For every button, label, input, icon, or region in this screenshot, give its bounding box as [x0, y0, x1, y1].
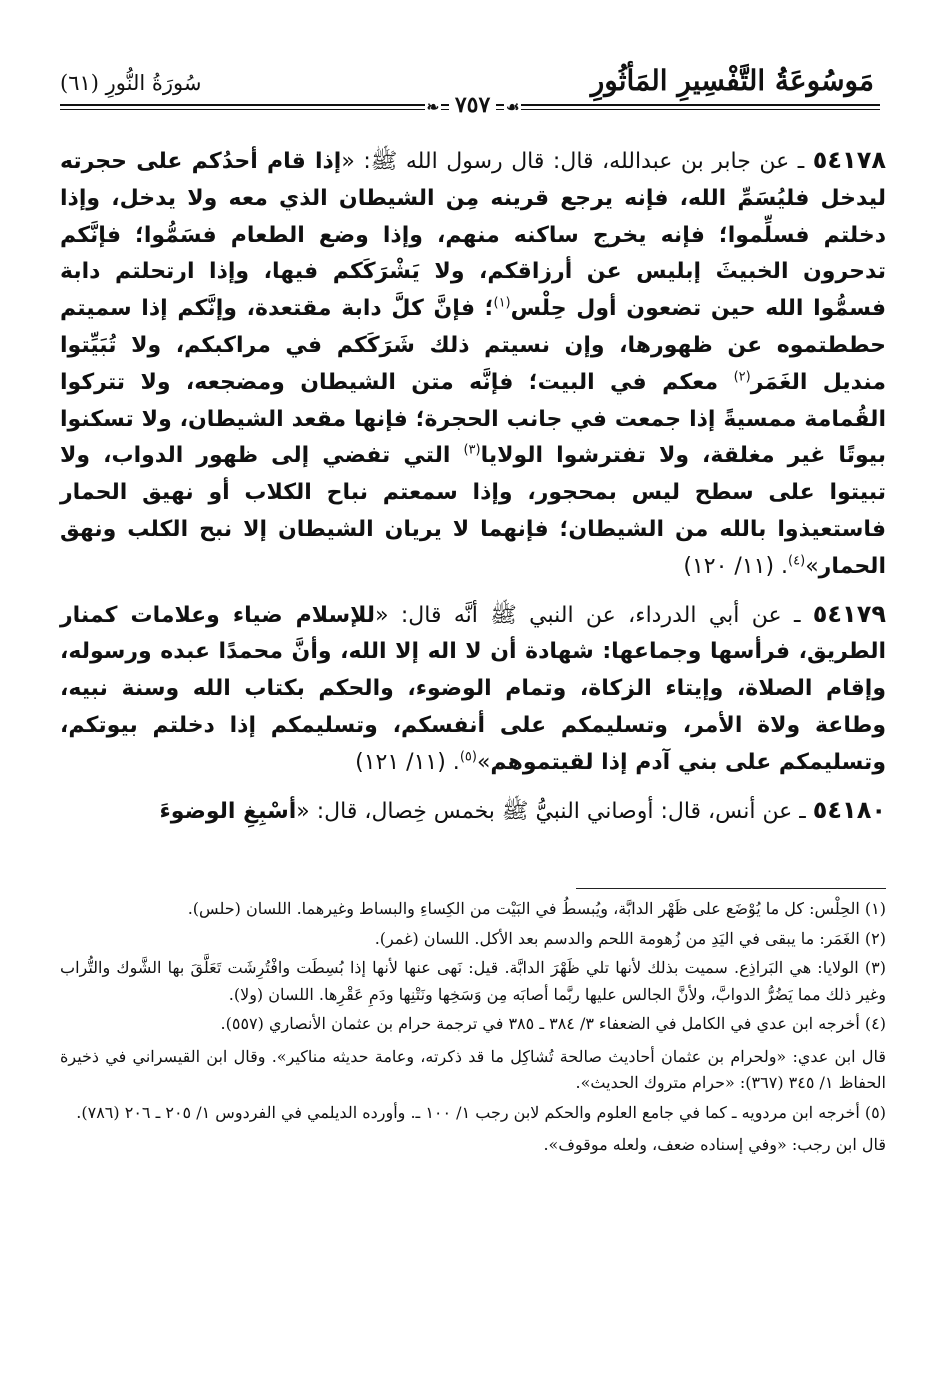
hadith-matn: إذا قام أحدُكم على حجرته ليدخل فليُسَمِّ الله، فإنه يرجع قرينه مِن الشيطان الذي معه ولا يدخل، وإذا دخلتم فسلِّموا؛ فإنه يخرج ساكنه منهم، وإذا وضع الطعام فسَمُّوا؛ فإنَّكم تدحرون الخبيثَ إبليس عن أرزاقكم، ولا يَشْرَكَكم فيها، وإذا ارتحلتم دابة فسمُّوا الله حين تضعون أول حِلْس: [60, 149, 886, 322]
footnote-2: (٢) الغَمَر: ما يبقى في اليَدِ من زُهومة اللحم والدسم بعد الأكل. اللسان (غمر).: [374, 928, 886, 948]
hadith-intro: ـ عن جابر بن عبدالله، قال: قال رسول الله ﷺ: «: [341, 149, 813, 174]
footnote-separator: [576, 888, 886, 889]
footnote-ref: (١): [493, 295, 511, 311]
footnote-3: (٣) الولايا: هي البَراذِع. سميت بذلك لأنها تلي ظَهْرَ الدابَّة. قيل: نَهى عنها لأنها إذا بُسِطَت وافْتُرِشَت تَعَلَّقَ بها الشَّوك والتُّراب وغير ذلك مما يَضُرُّ الدوابَّ، ولأنَّ الجالس عليها ربَّما أصابَه مِن وَسَخِها ونَتْنِها ودَمِ عَقْرِها. اللسان (ولا).: [60, 958, 886, 1004]
footnote-ref: (٥): [459, 749, 477, 765]
footnote-5: (٥) أخرجه ابن مردويه ـ كما في جامع العلوم والحكم لابن رجب ١/ ١٠٠ ـ. وأورده الديلمي في الفردوس ١/ ٢٠٥ ـ ٢٠٦ (٧٨٦).: [76, 1102, 886, 1122]
page-number-block: [0, 92, 946, 120]
quote-close: »: [805, 553, 819, 579]
surah-number: (٦١): [60, 71, 99, 95]
hadith-intro: ـ عن أبي الدرداء، عن النبي ﷺ أنَّه قال: «: [375, 602, 813, 628]
hadith-matn: معكم في البيت؛ فإنَّه متن الشيطان ومضجعه، ولا تتركوا القُمامة ممسيةً إذا جمعت في جانب الحجرة؛ فإنها مقعد الشيطان، ولا تسكنوا بيوتًا غير مغلقة، ولا تفترشوا الولايا: [60, 369, 886, 469]
hadith-54179: [60, 596, 886, 782]
hadith-54180: [60, 792, 886, 831]
hadith-matn: للإسلام ضياء وعلامات كمنار الطريق، فرأسها وجماعها: شهادة أن لا اله إلا الله، وأنَّ محمدًا عبده ورسوله، وإقام الصلاة، وإيتاء الزكاة، وتمام الوضوء، والحكم بكتاب الله وسنة نبيه، وطاعة ولاة الأمر، وتسليمكم على أنفسكم، وتسليمكم إذا دخلتم بيوتكم، وتسليمكم على بني آدم إذا لقيتموهم: [60, 602, 886, 775]
surah-name: سُورَةُ النُّورِ: [105, 71, 202, 95]
ornament-left-icon: ❧: [426, 98, 440, 116]
page-number: ٧٥٧: [449, 92, 496, 118]
hadith-intro: ـ عن أنس، قال: أوصاني النبيُّ ﷺ بخمس خِصال، قال: «: [296, 798, 813, 824]
ornament-right-icon: ☙: [505, 98, 520, 116]
footnote-1: (١) الحِلْس: كل ما يُوْضَع على ظَهْر الدابَّة، ويُبسطُ في البَيْت من الكِساءِ والبساط وغيرهما. اللسان (حلس).: [187, 899, 886, 918]
hadith-matn: ؛ فإنَّ كلَّ دابة مقتعدة، وإنَّكم إذا سميتم حططتموه عن ظهورها، وإن نسيتم ذلك شَرَكَكم في مراكبكم، ولا تُبَيِّتوا منديل الغَمَر: [60, 296, 886, 395]
hadith-54178: [60, 142, 886, 586]
hadith-matn: التي تفضي إلى ظهور الدواب، ولا تبيتوا على سطح ليس بمحجور، وإذا سمعتم نباح الكلاب أو نهيق الحمار فاستعيذوا بالله من الشيطان؛ فإنهما لا يريان الشيطان إلا نبح الكلب ونهق الحمار: [60, 443, 886, 579]
footnote-4: (٤) أخرجه ابن عدي في الكامل في الضعفاء ٣/ ٣٨٤ ـ ٣٨٥ في ترجمة حرام بن عثمان الأنصاري (٥٥٧).: [220, 1014, 886, 1033]
main-text: [60, 142, 886, 840]
volume-page-ref: . (١١/ ١٢٠): [683, 553, 789, 579]
hadith-number: ٥٤١٧٩: [812, 599, 886, 628]
footnotes: [60, 896, 886, 1162]
footnote-ref: (٤): [788, 553, 806, 569]
quote-close: »: [476, 749, 491, 775]
hadith-number: ٥٤١٨٠: [812, 795, 886, 824]
footnote-ref: (٣): [463, 443, 481, 459]
hadith-matn: أسْبِغِ الوضوءَ: [159, 798, 297, 824]
book-title: مَوسُوعَةُ التَّفْسِيرِ المَأثُورِ: [590, 64, 874, 97]
hadith-number: ٥٤١٧٨: [812, 146, 886, 174]
footnote-4-note: قال ابن عدي: «ولحرام بن عثمان أحاديث صالحة تُشاكِل ما قد ذكرته، وعامة حديثه مناكير». وقال ابن القيسراني في ذخيرة الحفاظ ١/ ٣٤٥ (٣٦٧): «حرام متروك الحديث».: [60, 1046, 886, 1092]
footnote-5-note: قال ابن رجب: «وفي إسناده ضعف، ولعله موقوف».: [543, 1135, 886, 1154]
volume-page-ref: . (١١/ ١٢١): [355, 749, 460, 775]
footnote-ref: (٢): [733, 369, 751, 385]
